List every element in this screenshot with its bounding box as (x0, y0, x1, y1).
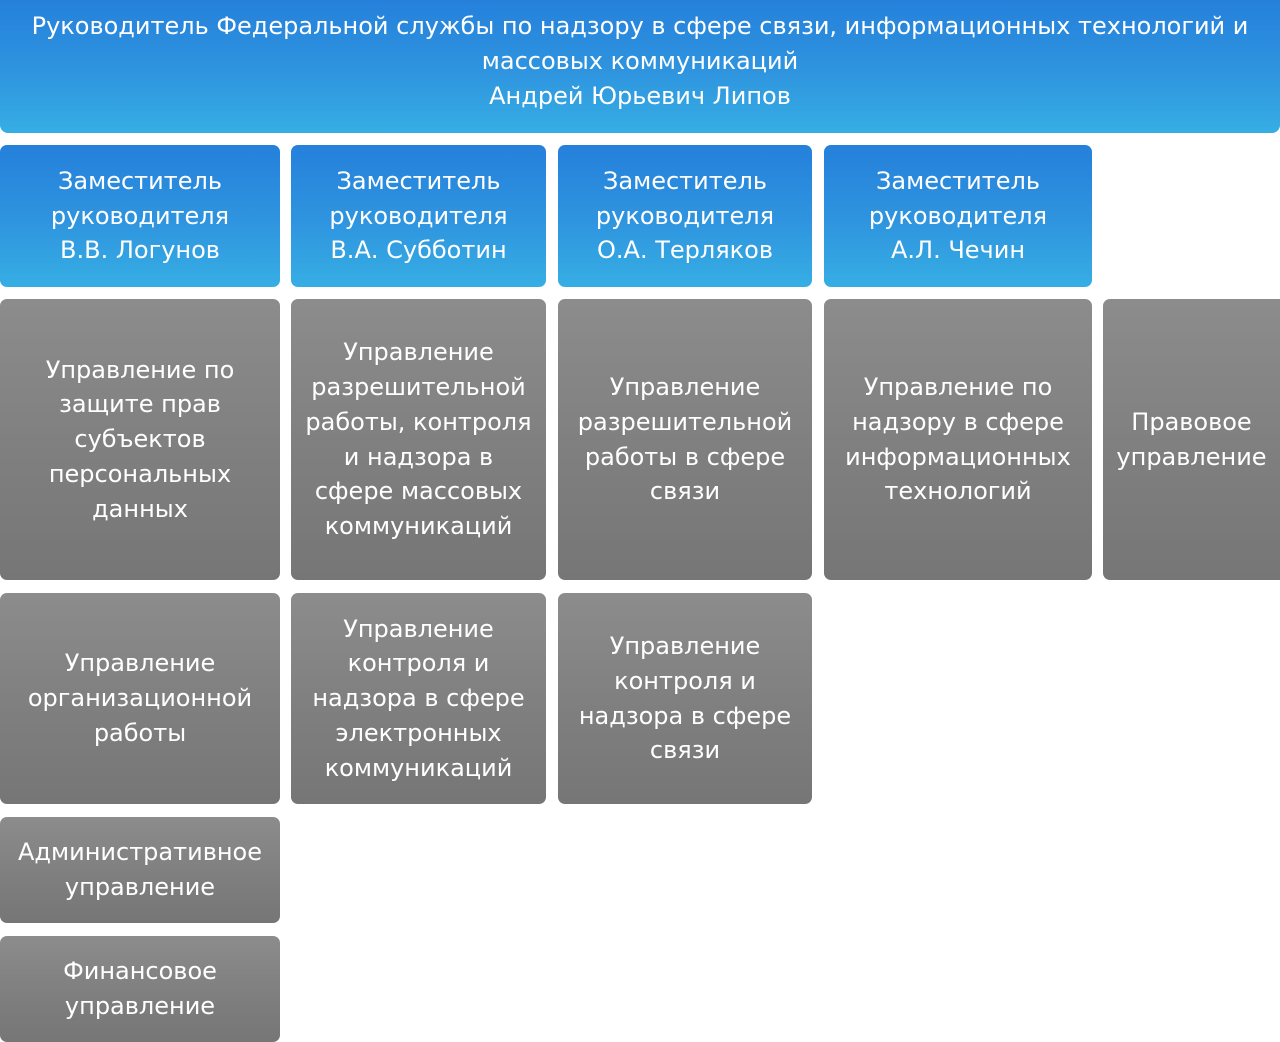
deputy-box-logunov (0, 145, 280, 287)
department-financial (0, 936, 280, 1042)
department-electronic-comms (291, 593, 546, 804)
department-label: Управление контроля и надзора в сфере связи (578, 632, 792, 765)
deputy-box-terlyakov (558, 145, 812, 287)
department-label: Правовое управление (1116, 407, 1267, 471)
deputy-title: Заместитель руководителя (868, 166, 1048, 230)
deputy-box-chechin (824, 145, 1092, 287)
deputy-name: А.Л. Чечин (890, 236, 1026, 265)
head-of-service-box (0, 0, 1280, 133)
department-label: Финансовое управление (63, 957, 217, 1020)
department-label: Управление разрешительной работы, контроля и надзора в сфере массовых коммуникаций (305, 338, 532, 540)
department-administrative (0, 817, 280, 923)
head-name: Андрей Юрьевич Липов (489, 81, 791, 110)
department-mass-media-permits (291, 299, 546, 580)
department-legal (1103, 299, 1280, 580)
department-it-supervision (824, 299, 1092, 580)
department-label: Управление по защите прав субъектов персональных данных (45, 355, 235, 523)
department-personal-data (0, 299, 280, 580)
department-label: Административное управление (18, 838, 262, 901)
deputy-title: Заместитель руководителя (595, 166, 775, 230)
department-communications-permits (558, 299, 812, 580)
department-organizational (0, 593, 280, 804)
deputy-title: Заместитель руководителя (329, 166, 508, 230)
deputy-name: О.А. Терляков (597, 236, 773, 265)
deputy-name: В.В. Логунов (60, 236, 220, 265)
head-position-title: Руководитель Федеральной службы по надзору в сфере связи, информационных технологий и массовых коммуникаций (31, 12, 1249, 76)
department-label: Управление организационной работы (27, 649, 253, 747)
department-label: Управление разрешительной работы в сфере связи (577, 373, 793, 506)
deputy-title: Заместитель руководителя (50, 166, 230, 230)
deputy-box-subbotin (291, 145, 546, 287)
deputy-name: В.А. Субботин (330, 236, 507, 265)
department-communications-control (558, 593, 812, 804)
department-label: Управление контроля и надзора в сфере электронных коммуникаций (312, 614, 525, 782)
department-label: Управление по надзору в сфере информационных технологий (845, 373, 1071, 506)
